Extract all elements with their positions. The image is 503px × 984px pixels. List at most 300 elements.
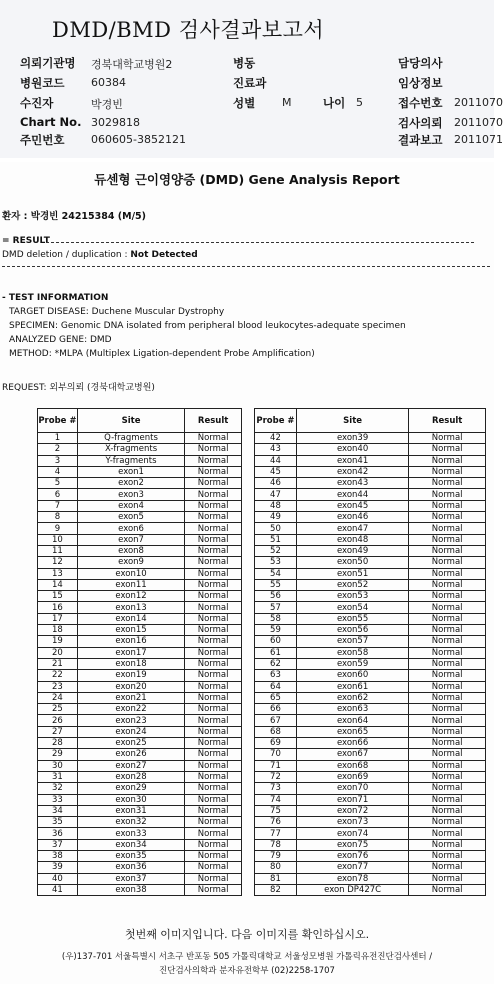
- probe-number: 51: [255, 534, 297, 545]
- table-row: [38, 500, 242, 511]
- table-row: [255, 839, 486, 850]
- probe-result: Normal: [185, 613, 242, 624]
- probe-result: Normal: [185, 500, 242, 511]
- probe-result: Normal: [409, 670, 486, 681]
- probe-site: exon59: [296, 658, 408, 669]
- table-row: [38, 681, 242, 692]
- probe-number: 52: [255, 545, 297, 556]
- probe-result: Normal: [185, 817, 242, 828]
- table-row: [255, 545, 486, 556]
- probe-result: Normal: [409, 602, 486, 613]
- table-row: [38, 636, 242, 647]
- probe-site: exon30: [77, 794, 184, 805]
- probe-number: 67: [255, 715, 297, 726]
- target-disease: TARGET DISEASE: Duchene Muscular Dystrophy: [9, 307, 225, 317]
- probe-site: exon11: [77, 579, 184, 590]
- probe-site: exon46: [296, 512, 408, 523]
- probe-number: 11: [38, 545, 78, 556]
- probe-site: exon50: [296, 557, 408, 568]
- probe-result: Normal: [185, 568, 242, 579]
- table-row: [38, 478, 242, 489]
- probe-number: 30: [38, 760, 78, 771]
- probe-result: Normal: [409, 692, 486, 703]
- rrn-label: 주민번호: [20, 133, 65, 147]
- probe-site: exon3: [77, 489, 184, 500]
- probe-site: exon34: [77, 839, 184, 850]
- table-row: [38, 839, 242, 850]
- probe-number: 61: [255, 647, 297, 658]
- hospital-code-value: 60384: [91, 76, 126, 89]
- probe-site: exon41: [296, 455, 408, 466]
- probe-result: Normal: [185, 839, 242, 850]
- probe-site: exon73: [296, 817, 408, 828]
- probe-number: 3: [38, 455, 78, 466]
- probe-number: 41: [38, 884, 78, 895]
- probe-number: 19: [38, 636, 78, 647]
- col-probe-header: Probe #: [255, 409, 297, 433]
- probe-result: Normal: [185, 805, 242, 816]
- probe-result: Normal: [409, 794, 486, 805]
- probe-site: exon39: [296, 433, 408, 444]
- table-row: [255, 466, 486, 477]
- probe-number: 14: [38, 579, 78, 590]
- probe-site: exon72: [296, 805, 408, 816]
- institution-value: 경북대학교병원2: [91, 58, 173, 71]
- sex-value: M: [282, 96, 292, 109]
- table-row: [38, 771, 242, 782]
- probe-result: Normal: [185, 534, 242, 545]
- probe-site: exon2: [77, 478, 184, 489]
- probe-number: 46: [255, 478, 297, 489]
- table-row: [255, 523, 486, 534]
- probe-result: Normal: [185, 478, 242, 489]
- table-row: [255, 794, 486, 805]
- probe-site: exon17: [77, 647, 184, 658]
- report-date-value: 2011071: [454, 133, 503, 146]
- probe-result: Normal: [185, 602, 242, 613]
- table-row: [255, 568, 486, 579]
- table-row: [38, 828, 242, 839]
- probe-result: Normal: [409, 523, 486, 534]
- probe-number: 78: [255, 839, 297, 850]
- table-row: [255, 850, 486, 861]
- probe-number: 50: [255, 523, 297, 534]
- table-row: [38, 884, 242, 895]
- probe-table-left: [37, 408, 242, 896]
- table-row: [38, 704, 242, 715]
- table-row: [38, 726, 242, 737]
- probe-site: exon58: [296, 647, 408, 658]
- probe-site: exon16: [77, 636, 184, 647]
- table-row: [255, 613, 486, 624]
- probe-result: Normal: [409, 658, 486, 669]
- receipt-no-value: 2011070: [454, 96, 503, 109]
- probe-site: exon26: [77, 749, 184, 760]
- sex-label: 성별: [233, 96, 256, 110]
- probe-site: exon19: [77, 670, 184, 681]
- probe-number: 13: [38, 568, 78, 579]
- probe-number: 7: [38, 500, 78, 511]
- probe-site: Q-fragments: [77, 433, 184, 444]
- probe-site: exon44: [296, 489, 408, 500]
- report-title: 듀센형 근이영양증 (DMD) Gene Analysis Report: [94, 172, 400, 187]
- probe-number: 39: [38, 862, 78, 873]
- probe-result: Normal: [185, 466, 242, 477]
- probe-site: exon37: [77, 873, 184, 884]
- table-row: [255, 738, 486, 749]
- probe-number: 75: [255, 805, 297, 816]
- age-label: 나이: [323, 96, 346, 110]
- probe-site: exon77: [296, 862, 408, 873]
- table-row: [255, 500, 486, 511]
- probe-site: exon1: [77, 466, 184, 477]
- image-notice: 첫번째 이미지입니다. 다음 이미지를 확인하십시오.: [124, 928, 370, 941]
- probe-number: 35: [38, 817, 78, 828]
- probe-result: Normal: [185, 647, 242, 658]
- result-line: [2, 250, 198, 260]
- probe-site: exon43: [296, 478, 408, 489]
- probe-number: 18: [38, 625, 78, 636]
- table-row: [38, 670, 242, 681]
- table-row: [255, 579, 486, 590]
- probe-result: Normal: [185, 433, 242, 444]
- probe-result: Normal: [409, 805, 486, 816]
- probe-number: 34: [38, 805, 78, 816]
- table-row: [255, 873, 486, 884]
- probe-number: 47: [255, 489, 297, 500]
- table-row: [255, 636, 486, 647]
- table-row: [38, 591, 242, 602]
- probe-number: 72: [255, 771, 297, 782]
- probe-result: Normal: [409, 568, 486, 579]
- table-row: [255, 862, 486, 873]
- probe-site: exon52: [296, 579, 408, 590]
- probe-number: 48: [255, 500, 297, 511]
- table-row: [38, 794, 242, 805]
- document-title: DMD/BMD 검사결과보고서: [52, 18, 325, 42]
- probe-number: 53: [255, 557, 297, 568]
- probe-site: exon67: [296, 749, 408, 760]
- probe-result: Normal: [409, 647, 486, 658]
- table-row: [38, 534, 242, 545]
- test-info-heading: - TEST INFORMATION: [2, 293, 109, 303]
- table-row: [255, 534, 486, 545]
- specimen: SPECIMEN: Genomic DNA isolated from peripheral blood leukocytes-adequate specimen: [9, 321, 406, 331]
- probe-site: exon54: [296, 602, 408, 613]
- probe-number: 21: [38, 658, 78, 669]
- probe-number: 55: [255, 579, 297, 590]
- probe-number: 28: [38, 738, 78, 749]
- probe-number: 38: [38, 850, 78, 861]
- table-row: [255, 602, 486, 613]
- probe-site: exon40: [296, 444, 408, 455]
- probe-number: 68: [255, 726, 297, 737]
- chart-no-label: Chart No.: [20, 115, 82, 129]
- probe-number: 4: [38, 466, 78, 477]
- probe-site: exon62: [296, 692, 408, 703]
- table-row: [255, 681, 486, 692]
- probe-number: 62: [255, 658, 297, 669]
- table-row: [255, 771, 486, 782]
- probe-number: 29: [38, 749, 78, 760]
- probe-number: 49: [255, 512, 297, 523]
- probe-result: Normal: [409, 828, 486, 839]
- probe-result: Normal: [409, 455, 486, 466]
- probe-result: Normal: [185, 512, 242, 523]
- probe-number: 73: [255, 783, 297, 794]
- probe-number: 15: [38, 591, 78, 602]
- probe-result: Normal: [185, 579, 242, 590]
- probe-result: Normal: [185, 862, 242, 873]
- table-row: [38, 738, 242, 749]
- probe-number: 69: [255, 738, 297, 749]
- probe-result: Normal: [185, 681, 242, 692]
- probe-number: 74: [255, 794, 297, 805]
- table-row: [38, 760, 242, 771]
- institution-label: 의뢰기관명: [20, 56, 76, 70]
- table-row: [38, 602, 242, 613]
- probe-site: exon76: [296, 850, 408, 861]
- probe-site: exon21: [77, 692, 184, 703]
- probe-number: 23: [38, 681, 78, 692]
- table-row: [255, 704, 486, 715]
- probe-result: Normal: [409, 613, 486, 624]
- probe-site: exon60: [296, 670, 408, 681]
- doctor-label: 담당의사: [398, 56, 443, 70]
- probe-site: exon18: [77, 658, 184, 669]
- probe-result: Normal: [185, 726, 242, 737]
- table-row: [255, 489, 486, 500]
- probe-result: Normal: [185, 625, 242, 636]
- probe-result: Normal: [185, 884, 242, 895]
- report-date-label: 결과보고: [398, 133, 443, 147]
- probe-result: Normal: [185, 828, 242, 839]
- probe-result: Normal: [409, 726, 486, 737]
- probe-number: 70: [255, 749, 297, 760]
- probe-site: exon5: [77, 512, 184, 523]
- table-row: [255, 805, 486, 816]
- probe-site: exon DP427C: [296, 884, 408, 895]
- probe-site: exon24: [77, 726, 184, 737]
- rrn-value: 060605-3852121: [91, 133, 186, 146]
- probe-result: Normal: [409, 839, 486, 850]
- probe-result: Normal: [409, 873, 486, 884]
- probe-site: exon65: [296, 726, 408, 737]
- probe-number: 57: [255, 602, 297, 613]
- probe-number: 44: [255, 455, 297, 466]
- probe-number: 82: [255, 884, 297, 895]
- probe-site: exon9: [77, 557, 184, 568]
- table-row: [255, 783, 486, 794]
- probe-result: Normal: [185, 873, 242, 884]
- probe-result: Normal: [409, 557, 486, 568]
- table-row: [255, 512, 486, 523]
- probe-result: Normal: [185, 749, 242, 760]
- probe-site: exon8: [77, 545, 184, 556]
- table-row: [38, 568, 242, 579]
- table-row: [255, 760, 486, 771]
- table-row: [255, 715, 486, 726]
- table-row: [38, 625, 242, 636]
- probe-result: Normal: [409, 884, 486, 895]
- table-row: [38, 749, 242, 760]
- probe-result: Normal: [185, 760, 242, 771]
- table-row: [255, 433, 486, 444]
- table-row: [255, 884, 486, 895]
- probe-result: Normal: [185, 523, 242, 534]
- table-row: [38, 715, 242, 726]
- probe-result: Normal: [185, 658, 242, 669]
- probe-site: exon33: [77, 828, 184, 839]
- request-value: 2011070: [454, 116, 503, 129]
- probe-result: Normal: [409, 478, 486, 489]
- table-row: [38, 658, 242, 669]
- age-value: 5: [356, 96, 363, 109]
- probe-result: Normal: [185, 850, 242, 861]
- probe-number: 77: [255, 828, 297, 839]
- clinical-info-label: 임상정보: [398, 76, 443, 90]
- probe-result: Normal: [409, 760, 486, 771]
- patient-line: 환자 : 박경빈 24215384 (M/5): [2, 211, 147, 222]
- probe-result: Normal: [409, 500, 486, 511]
- ward-label: 병동: [233, 56, 256, 70]
- probe-result: Normal: [185, 794, 242, 805]
- probe-number: 81: [255, 873, 297, 884]
- probe-number: 33: [38, 794, 78, 805]
- probe-result: Normal: [409, 545, 486, 556]
- probe-site: exon71: [296, 794, 408, 805]
- probe-number: 45: [255, 466, 297, 477]
- probe-site: exon6: [77, 523, 184, 534]
- table-row: [38, 647, 242, 658]
- table-row: [38, 489, 242, 500]
- probe-site: exon7: [77, 534, 184, 545]
- table-row: [38, 850, 242, 861]
- probe-number: 17: [38, 613, 78, 624]
- probe-result: Normal: [185, 704, 242, 715]
- table-row: [255, 670, 486, 681]
- scanned-report: [0, 162, 494, 984]
- probe-result: Normal: [185, 771, 242, 782]
- probe-result: Normal: [409, 512, 486, 523]
- probe-result: Normal: [409, 444, 486, 455]
- probe-result: Normal: [409, 771, 486, 782]
- probe-number: 6: [38, 489, 78, 500]
- table-row: [38, 805, 242, 816]
- table-row: [255, 557, 486, 568]
- probe-site: exon56: [296, 625, 408, 636]
- probe-table-right: [254, 408, 486, 896]
- probe-site: exon51: [296, 568, 408, 579]
- table-row: [255, 455, 486, 466]
- probe-number: 80: [255, 862, 297, 873]
- probe-number: 36: [38, 828, 78, 839]
- table-row: [38, 579, 242, 590]
- probe-number: 20: [38, 647, 78, 658]
- probe-result: Normal: [409, 704, 486, 715]
- table-row: [255, 625, 486, 636]
- probe-result: Normal: [409, 579, 486, 590]
- col-result-header: Result: [185, 409, 242, 433]
- probe-number: 56: [255, 591, 297, 602]
- probe-site: exon32: [77, 817, 184, 828]
- patient-label: 수진자: [20, 96, 54, 110]
- probe-number: 1: [38, 433, 78, 444]
- probe-number: 59: [255, 625, 297, 636]
- probe-site: exon64: [296, 715, 408, 726]
- probe-site: exon47: [296, 523, 408, 534]
- report-header: [0, 0, 503, 158]
- probe-number: 60: [255, 636, 297, 647]
- col-site-header: Site: [77, 409, 184, 433]
- table-row: [38, 862, 242, 873]
- table-row: [255, 444, 486, 455]
- probe-site: exon75: [296, 839, 408, 850]
- probe-site: exon20: [77, 681, 184, 692]
- probe-site: exon42: [296, 466, 408, 477]
- probe-result: Normal: [409, 783, 486, 794]
- request-label: 검사의뢰: [398, 116, 443, 130]
- table-row: [255, 726, 486, 737]
- probe-site: exon61: [296, 681, 408, 692]
- probe-number: 26: [38, 715, 78, 726]
- table-row: [38, 466, 242, 477]
- probe-result: Normal: [409, 817, 486, 828]
- receipt-no-label: 접수번호: [398, 96, 443, 110]
- probe-result: Normal: [185, 738, 242, 749]
- table-row: [38, 545, 242, 556]
- probe-number: 10: [38, 534, 78, 545]
- probe-site: exon25: [77, 738, 184, 749]
- probe-result: Normal: [185, 545, 242, 556]
- separator: [2, 266, 490, 267]
- probe-site: exon49: [296, 545, 408, 556]
- probe-site: exon12: [77, 591, 184, 602]
- probe-number: 43: [255, 444, 297, 455]
- col-probe-header: Probe #: [38, 409, 78, 433]
- probe-result: Normal: [409, 681, 486, 692]
- table-row: [255, 749, 486, 760]
- probe-number: 79: [255, 850, 297, 861]
- probe-number: 24: [38, 692, 78, 703]
- probe-site: exon27: [77, 760, 184, 771]
- probe-site: exon69: [296, 771, 408, 782]
- probe-number: 16: [38, 602, 78, 613]
- chart-no-value: 3029818: [91, 116, 140, 129]
- probe-site: exon78: [296, 873, 408, 884]
- probe-site: exon55: [296, 613, 408, 624]
- table-row: [38, 523, 242, 534]
- probe-result: Normal: [409, 534, 486, 545]
- probe-number: 42: [255, 433, 297, 444]
- probe-result: Normal: [185, 455, 242, 466]
- probe-result: Normal: [409, 738, 486, 749]
- table-row: [255, 591, 486, 602]
- probe-result: Normal: [185, 489, 242, 500]
- separator: [46, 242, 474, 243]
- probe-site: exon38: [77, 884, 184, 895]
- probe-site: exon23: [77, 715, 184, 726]
- hospital-code-label: 병원코드: [20, 76, 65, 90]
- probe-site: X-fragments: [77, 444, 184, 455]
- probe-number: 76: [255, 817, 297, 828]
- table-row: [38, 873, 242, 884]
- probe-number: 12: [38, 557, 78, 568]
- probe-number: 31: [38, 771, 78, 782]
- probe-number: 5: [38, 478, 78, 489]
- probe-site: exon31: [77, 805, 184, 816]
- col-site-header: Site: [296, 409, 408, 433]
